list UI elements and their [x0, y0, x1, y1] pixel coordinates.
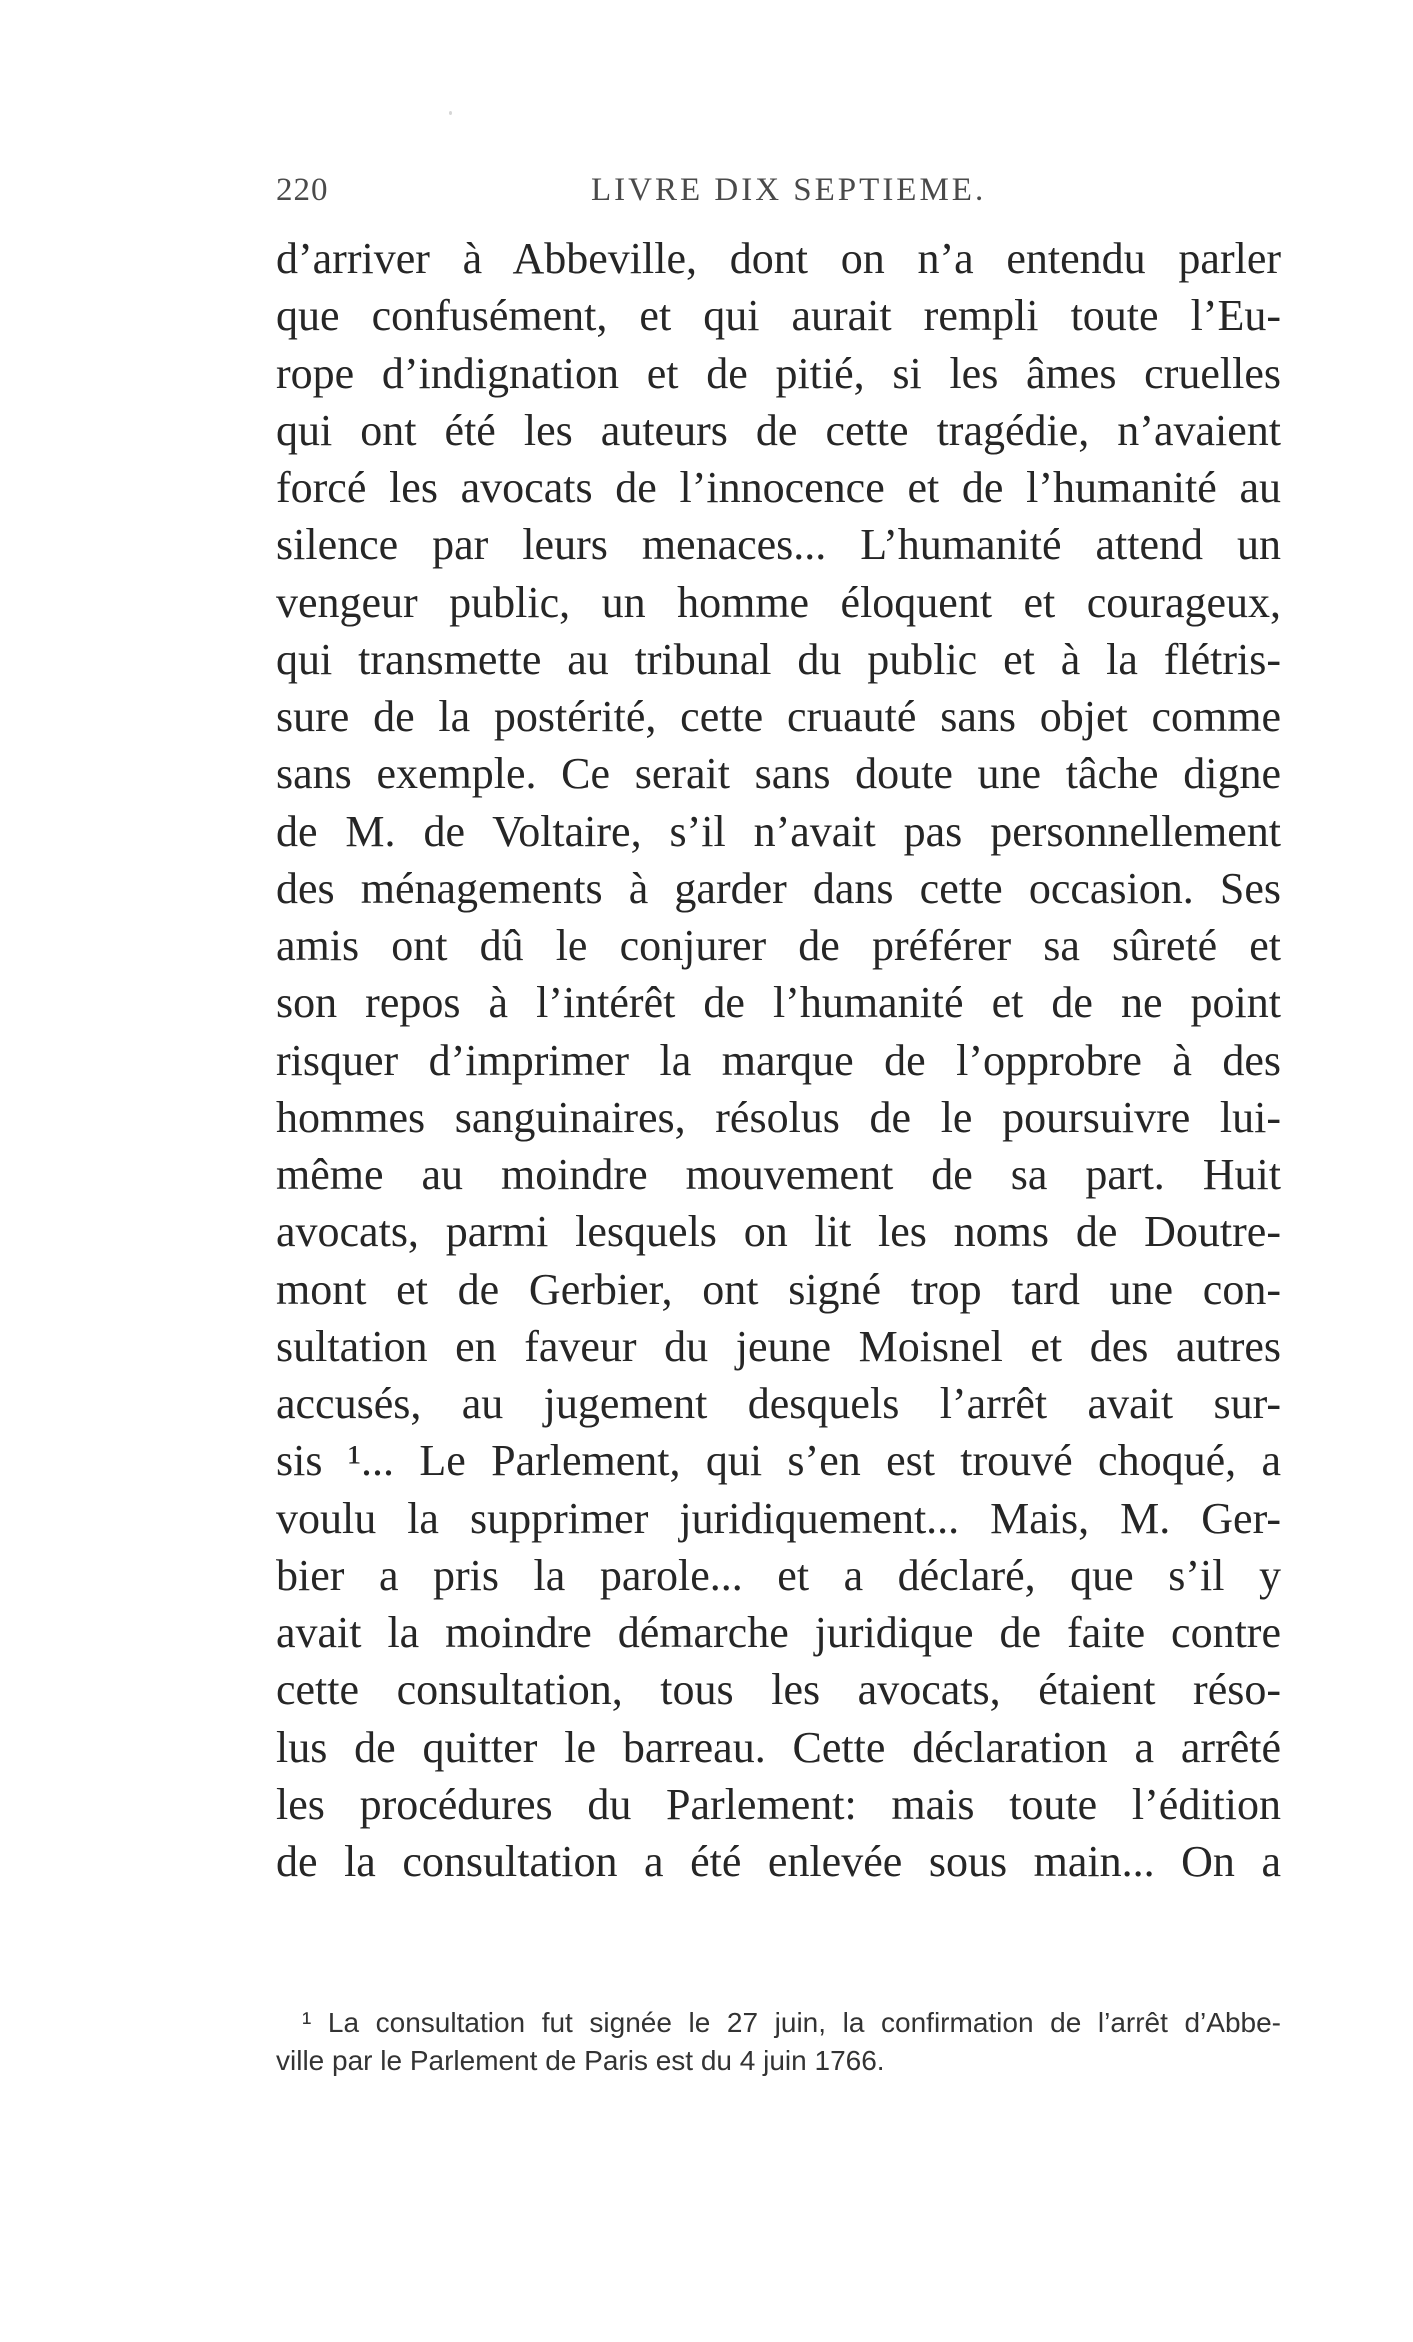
- text-line: sultation en faveur du jeune Moisnel et des autres: [276, 1321, 1281, 1371]
- text-line: avocats, parmi lesquels on lit les noms de Doutre-: [276, 1207, 1281, 1257]
- page-number: 220: [276, 172, 329, 208]
- text-line: vengeur public, un homme éloquent et courageux,: [276, 577, 1281, 627]
- text-line: qui ont été les auteurs de cette tragédie, n’avaient: [276, 405, 1281, 455]
- text-line: de M. de Voltaire, s’il n’avait pas personnellement: [276, 806, 1281, 856]
- text-line: sure de la postérité, cette cruauté sans objet comme: [276, 692, 1281, 741]
- footnote-line: ¹ La consultation fut signée le 27 juin, la confirmation de l’arrêt d’Abbe-: [302, 2007, 1281, 2038]
- body-text: [276, 230, 1281, 1890]
- text-line: que confusément, et qui aurait rempli toute l’Eu-: [276, 291, 1281, 341]
- text-line: bier a pris la parole... et a déclaré, que s’il y: [276, 1550, 1281, 1600]
- running-head: [276, 172, 1281, 216]
- text-line: mont et de Gerbier, ont signé trop tard une con-: [276, 1264, 1281, 1314]
- text-line: lus de quitter le barreau. Cette déclaration a arrêté: [276, 1722, 1281, 1772]
- text-line: amis ont dû le conjurer de préférer sa sûreté et: [276, 921, 1281, 970]
- text-line: son repos à l’intérêt de l’humanité et de ne point: [276, 978, 1281, 1028]
- text-line: silence par leurs menaces... L’humanité attend un: [276, 520, 1281, 570]
- text-line: qui transmette au tribunal du public et à la flétris-: [276, 634, 1281, 684]
- footnote-line: ville par le Parlement de Paris est du 4 juin 1766.: [276, 2045, 885, 2076]
- text-line: cette consultation, tous les avocats, étaient réso-: [276, 1665, 1281, 1715]
- paper-speck: [449, 111, 452, 115]
- text-line: rope d’indignation et de pitié, si les âmes cruelles: [276, 348, 1281, 398]
- text-line: avait la moindre démarche juridique de faite contre: [276, 1608, 1281, 1657]
- text-line: des ménagements à garder dans cette occasion. Ses: [276, 863, 1281, 913]
- text-line: de la consultation a été enlevée sous main... On a: [276, 1837, 1281, 1886]
- text-line: voulu la supprimer juridiquement... Mais, M. Ger-: [276, 1493, 1281, 1543]
- text-line: hommes sanguinaires, résolus de le poursuivre lui-: [276, 1092, 1281, 1142]
- text-line: même au moindre mouvement de sa part. Huit: [276, 1150, 1281, 1199]
- text-line: forcé les avocats de l’innocence et de l’humanité au: [276, 463, 1281, 512]
- text-line: risquer d’imprimer la marque de l’opprobre à des: [276, 1035, 1281, 1085]
- text-line: sis ¹... Le Parlement, qui s’en est trouvé choqué, a: [276, 1436, 1281, 1486]
- text-line: sans exemple. Ce serait sans doute une tâche digne: [276, 749, 1281, 799]
- chapter-title: LIVRE DIX SEPTIEME.: [591, 172, 987, 208]
- footnote: [276, 2004, 1281, 2080]
- text-line: les procédures du Parlement: mais toute l’édition: [276, 1779, 1281, 1829]
- text-line: accusés, au jugement desquels l’arrêt avait sur-: [276, 1379, 1281, 1428]
- text-line: d’arriver à Abbeville, dont on n’a entendu parler: [276, 234, 1281, 283]
